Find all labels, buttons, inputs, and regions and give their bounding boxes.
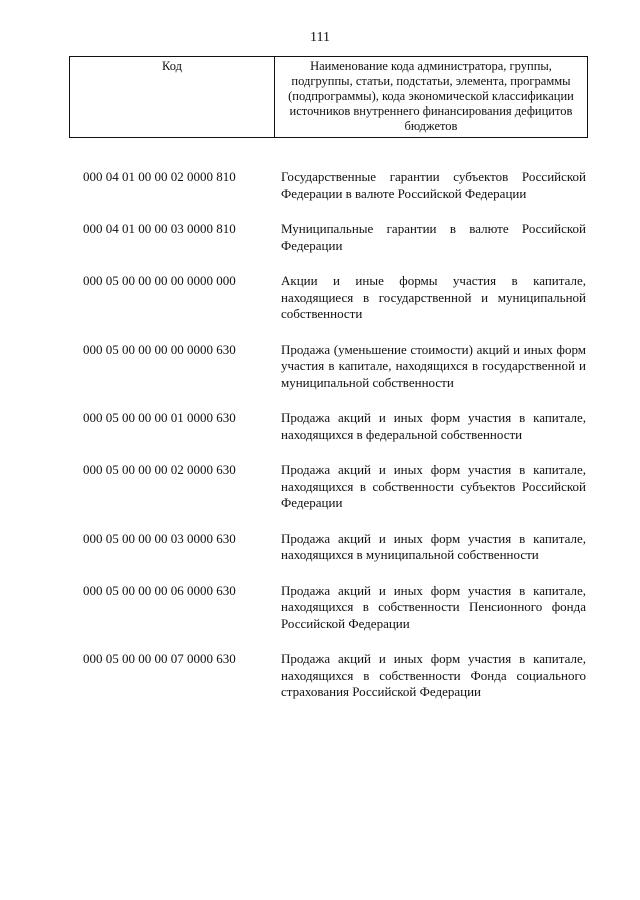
row-name: Продажа акций и иных форм участия в капитале, находящихся в федеральной собственности xyxy=(281,410,586,442)
row-name: Продажа акций и иных форм участия в капитале, находящихся в собственности Фонда социального страхования Российской Федерации xyxy=(281,651,586,699)
row-name: Продажа акций и иных форм участия в капитале, находящихся в собственности Пенсионного фонда Российской Федерации xyxy=(281,582,586,631)
row-name: Государственные гарантии субъектов Российской Федерации в валюте Российской Федерации xyxy=(281,169,586,201)
header-row xyxy=(70,57,588,138)
header-code: Код xyxy=(70,57,275,138)
row-name: Продажа (уменьшение стоимости) акций и иных форм участия в капитале, находящихся в государственной и муниципальной собственности xyxy=(281,341,586,390)
classification-list xyxy=(69,169,588,720)
table-row xyxy=(69,410,588,443)
row-code: 000 05 00 00 00 00 0000 630 xyxy=(83,341,236,357)
table-row xyxy=(69,531,588,564)
row-name: Муниципальные гарантии в валюте Российской Федерации xyxy=(281,221,586,253)
page-number: 111 xyxy=(310,30,330,45)
row-code: 000 05 00 00 00 01 0000 630 xyxy=(83,410,236,425)
row-name: Продажа акций и иных форм участия в капитале, находящихся в муниципальной собственности xyxy=(281,530,586,562)
row-code: 000 05 00 00 00 03 0000 630 xyxy=(83,530,236,546)
row-name: Продажа акций и иных форм участия в капитале, находящихся в собственности субъектов Российской Федерации xyxy=(281,462,586,510)
row-code: 000 05 00 00 00 02 0000 630 xyxy=(83,462,236,477)
table-header xyxy=(69,56,588,138)
row-code: 000 04 01 00 00 02 0000 810 xyxy=(83,169,236,184)
table-row xyxy=(69,169,588,202)
table-row xyxy=(69,221,588,254)
header-name: Наименование кода администратора, группы, подгруппы, статьи, подстатьи, элемента, программы (подпрограммы), кода экономической классификации источников внутреннего финансирования дефицитов бюджетов xyxy=(275,57,588,138)
table-row xyxy=(69,651,588,701)
table-row xyxy=(69,583,588,633)
row-name: Акции и иные формы участия в капитале, находящиеся в государственной и муниципальной собственности xyxy=(281,273,586,321)
table-row xyxy=(69,273,588,323)
row-code: 000 05 00 00 00 07 0000 630 xyxy=(83,651,236,666)
table-row xyxy=(69,342,588,392)
row-code: 000 05 00 00 00 00 0000 000 xyxy=(83,273,236,288)
row-code: 000 05 00 00 00 06 0000 630 xyxy=(83,582,236,598)
row-code: 000 04 01 00 00 03 0000 810 xyxy=(83,221,236,236)
table-row xyxy=(69,462,588,512)
